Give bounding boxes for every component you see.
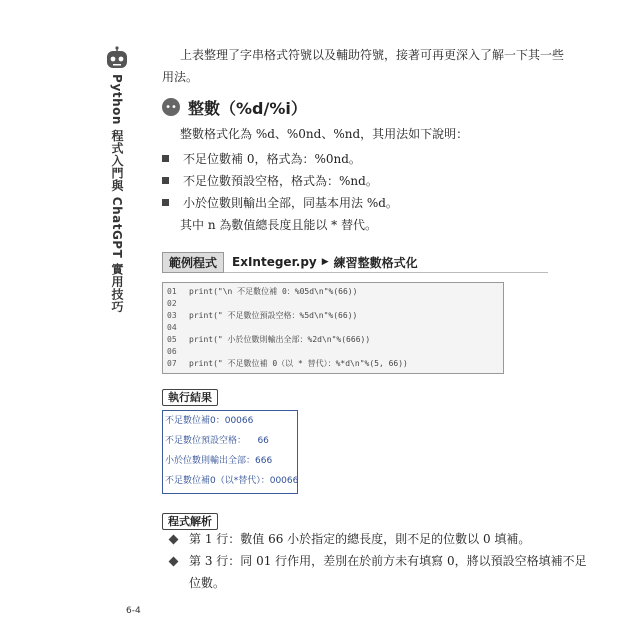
result-tag: 執行結果 <box>162 389 218 406</box>
analysis-header <box>162 510 218 529</box>
square-bullet-icon <box>162 199 169 206</box>
code-line: 04 <box>167 323 177 332</box>
book-title: Python 程式入門與 ChatGPT 實用技巧 <box>110 74 124 313</box>
diamond-bullet-icon <box>169 535 179 545</box>
intro-line-1: 上表整理了字串格式符號以及輔助符號，接著可再更深入了解一下其一些 <box>180 48 565 62</box>
output-line: 不足數位預設空格： 66 <box>165 436 269 446</box>
list-item <box>162 170 378 190</box>
example-tag: 範例程式 <box>162 252 224 273</box>
output-line: 不足數位補0：00066 <box>165 416 254 426</box>
robot-icon <box>104 46 130 72</box>
arrow-icon: ▶ <box>321 257 329 267</box>
section-heading <box>162 96 307 118</box>
square-bullet-icon <box>162 155 169 162</box>
intro-line-2: 用法。 <box>162 70 199 84</box>
example-filename: ExInteger.py <box>232 255 317 269</box>
example-header <box>162 252 548 273</box>
bullet-text: 不足位數預設空格，格式為：%nd。 <box>183 173 378 188</box>
section-title: 整數（%d/%i） <box>188 98 307 118</box>
code-line: 06 <box>167 347 177 356</box>
list-item <box>162 148 361 168</box>
list-item <box>170 550 587 594</box>
analysis-text: 第 1 行：數值 66 小於指定的總長度，則不足的位數以 0 填補。 <box>189 532 531 546</box>
example-title: 練習整數格式化 <box>333 255 418 270</box>
output-line: 小於位數則輸出全部：666 <box>165 456 273 466</box>
code-line: 02 <box>167 299 177 308</box>
code-line: 05 print(" 小於位數則輸出全部：%2d\n"%(666)) <box>167 335 371 344</box>
square-bullet-icon <box>162 177 169 184</box>
code-block <box>162 282 504 374</box>
code-line: 01 print("\n 不足數位補 0：%05d\n"%(66)) <box>167 287 358 296</box>
analysis-tag: 程式解析 <box>162 513 218 530</box>
output-line: 不足數位補0（以*替代）：00066 <box>165 476 299 486</box>
diamond-bullet-icon <box>169 557 179 567</box>
code-line: 03 print(" 不足數位預設空格：%5d\n"%(66)) <box>167 311 358 320</box>
sidebar <box>104 46 132 76</box>
list-item <box>162 192 398 212</box>
bullet-text: 小於位數則輸出全部，同基本用法 %d。 <box>183 195 398 210</box>
section-desc: 整數格式化為 %d、%0nd、%nd，其用法如下說明： <box>180 127 469 141</box>
result-header <box>162 386 218 405</box>
analysis-text: 第 3 行：同 01 行作用，差別在於前方未有填寫 0，將以預設空格填補不足 <box>189 554 587 568</box>
output-box <box>162 410 298 494</box>
analysis-text-cont: 位數。 <box>189 576 226 590</box>
page-number: 6-4 <box>126 606 141 616</box>
section-note: 其中 n 為數值總長度且能以 * 替代。 <box>180 218 377 232</box>
speech-bubble-icon: •• <box>162 98 180 116</box>
list-item <box>170 528 530 550</box>
bullet-text: 不足位數補 0，格式為：%0nd。 <box>183 151 361 166</box>
code-line: 07 print(" 不足數位補 0（以 * 替代）：%*d\n"%(5, 66)) <box>167 359 408 368</box>
